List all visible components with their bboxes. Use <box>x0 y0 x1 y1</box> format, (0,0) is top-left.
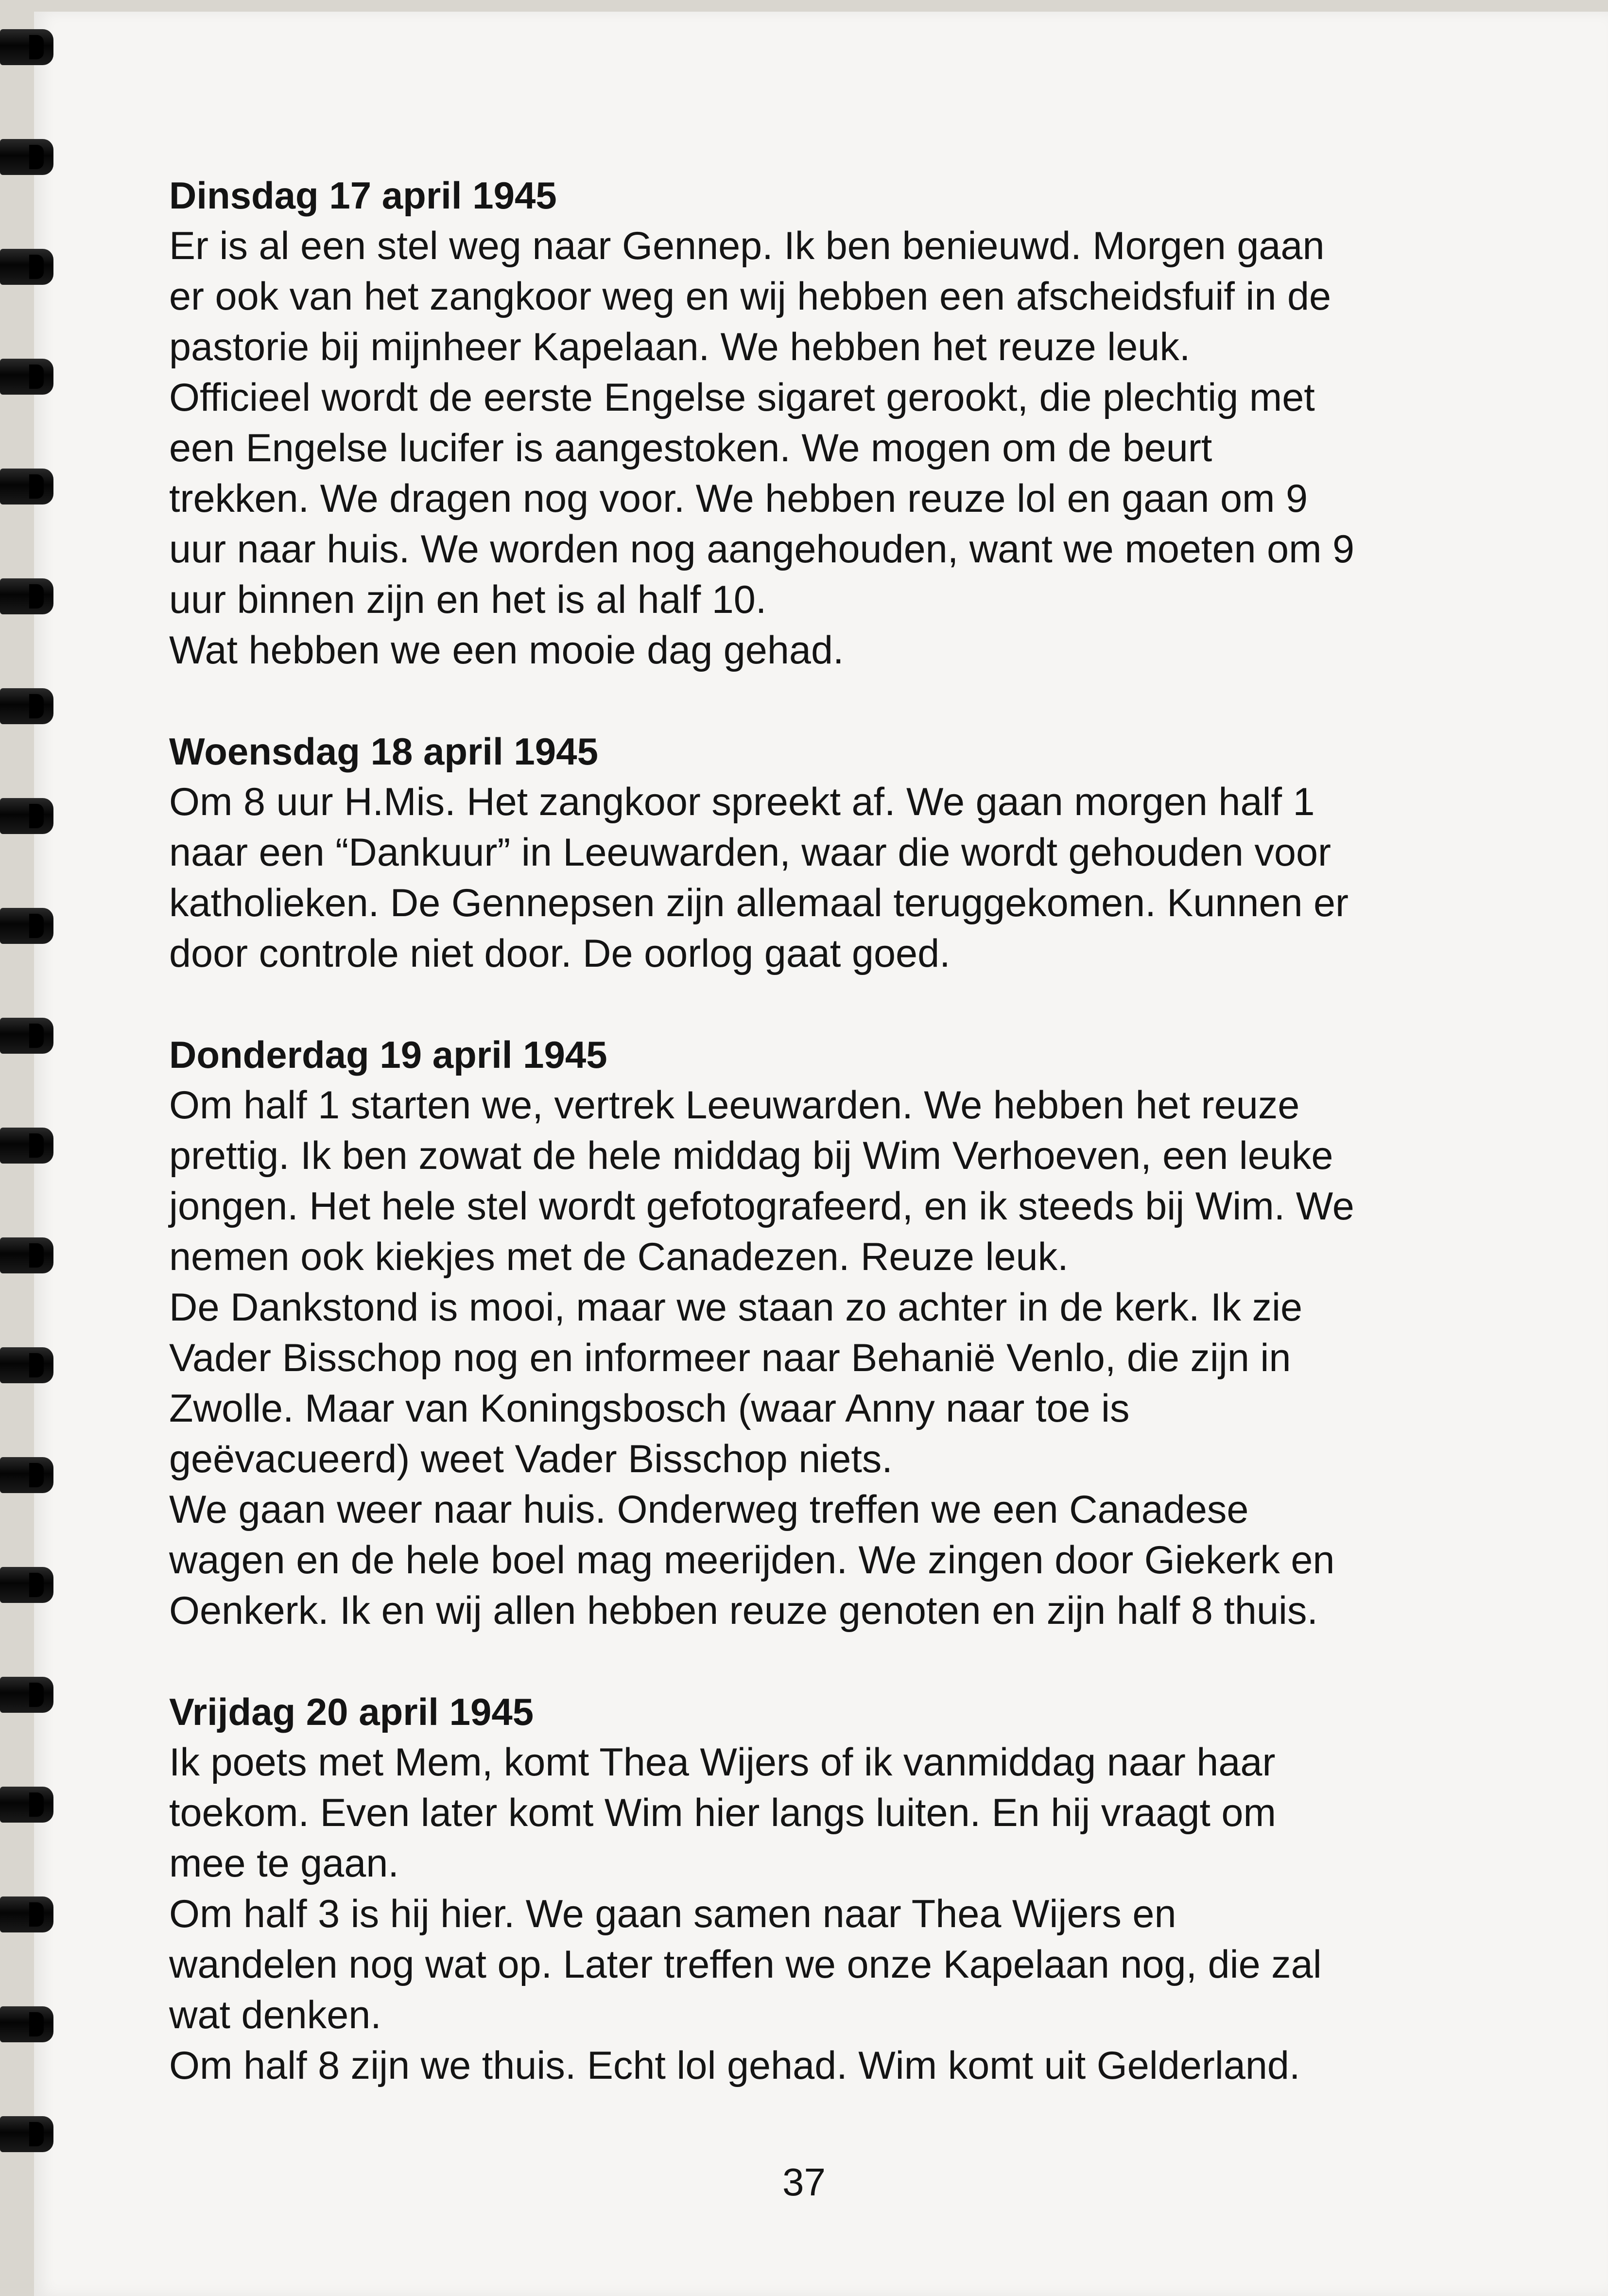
entry-text-line: geëvacueerd) weet Vader Bisschop niets. <box>169 1437 893 1481</box>
entry-text-line: Om half 8 zijn we thuis. Echt lol gehad. Wim komt uit Gelderland. <box>169 2044 1300 2087</box>
entry-text-line: Oenkerk. Ik en wij allen hebben reuze genoten en zijn half 8 thuis. <box>169 1589 1318 1633</box>
binding-ring <box>0 688 53 724</box>
entry-text-line: er ook van het zangkoor weg en wij hebben een afscheidsfuif in de <box>169 275 1331 318</box>
entry-text-line: Officieel wordt de eerste Engelse sigaret gerookt, die plechtig met <box>169 376 1315 419</box>
binding-ring <box>0 1677 53 1713</box>
binding-ring <box>0 1567 53 1603</box>
entry-text-line: door controle niet door. De oorlog gaat goed. <box>169 932 951 975</box>
binding-ring <box>0 1018 53 1054</box>
binding-ring <box>0 1347 53 1383</box>
binding-ring <box>0 139 53 175</box>
diary-text <box>169 170 1510 2141</box>
binding-ring <box>0 1128 53 1164</box>
entry-text-line: uur binnen zijn en het is al half 10. <box>169 578 767 622</box>
entry-text-line: Zwolle. Maar van Koningsbosch (waar Anny naar toe is <box>169 1387 1130 1430</box>
entry-text-line: mee te gaan. <box>169 1842 399 1885</box>
page-number: 37 <box>782 2160 826 2204</box>
entry-text-line: naar een “Dankuur” in Leeuwarden, waar die wordt gehouden voor <box>169 831 1331 874</box>
binding-ring <box>0 249 53 285</box>
binding-ring <box>0 1787 53 1823</box>
entry-text-line: een Engelse lucifer is aangestoken. We mogen om de beurt <box>169 426 1212 470</box>
binding-ring <box>0 2116 53 2152</box>
binding-ring <box>0 908 53 944</box>
binding-ring <box>0 798 53 834</box>
entry-text-line: Om 8 uur H.Mis. Het zangkoor spreekt af. We gaan morgen half 1 <box>169 780 1315 824</box>
entry-text-line: prettig. Ik ben zowat de hele middag bij Wim Verhoeven, een leuke <box>169 1134 1333 1178</box>
entry-text-line: We gaan weer naar huis. Onderweg treffen we een Canadese <box>169 1488 1249 1531</box>
entry-date-heading: Dinsdag 17 april 1945 <box>169 174 557 217</box>
entry-text-line: pastorie bij mijnheer Kapelaan. We hebben het reuze leuk. <box>169 325 1191 369</box>
entry-text-line: Om half 3 is hij hier. We gaan samen naar Thea Wijers en <box>169 1892 1176 1936</box>
binding-ring <box>0 359 53 395</box>
entry-date-heading: Woensdag 18 april 1945 <box>169 730 598 773</box>
binding-ring <box>0 469 53 504</box>
diary-entry <box>169 726 1510 979</box>
entry-text-line: Om half 1 starten we, vertrek Leeuwarden. We hebben het reuze <box>169 1083 1300 1127</box>
binding-ring <box>0 1457 53 1493</box>
entry-text-line: jongen. Het hele stel wordt gefotografeerd, en ik steeds bij Wim. We <box>169 1184 1354 1228</box>
entry-date-heading: Vrijdag 20 april 1945 <box>169 1690 534 1733</box>
entry-text-line: Wat hebben we een mooie dag gehad. <box>169 628 844 672</box>
diary-entry <box>169 170 1510 676</box>
binding-ring <box>0 578 53 614</box>
binding-ring <box>0 29 53 65</box>
entry-text-line: De Dankstond is mooi, maar we staan zo achter in de kerk. Ik zie <box>169 1286 1303 1329</box>
entry-text-line: trekken. We dragen nog voor. We hebben reuze lol en gaan om 9 <box>169 477 1308 521</box>
entry-text-line: toekom. Even later komt Wim hier langs luiten. En hij vraagt om <box>169 1791 1276 1835</box>
entry-text-line: Er is al een stel weg naar Gennep. Ik ben benieuwd. Morgen gaan <box>169 224 1325 268</box>
binding-ring <box>0 1896 53 1932</box>
entry-text-line: nemen ook kiekjes met de Canadezen. Reuze leuk. <box>169 1235 1069 1279</box>
entry-text-line: katholieken. De Gennepsen zijn allemaal teruggekomen. Kunnen er <box>169 881 1349 925</box>
entry-text-line: wat denken. <box>169 1993 381 2037</box>
entry-text-line: Ik poets met Mem, komt Thea Wijers of ik vanmiddag naar haar <box>169 1740 1276 1784</box>
binding-ring <box>0 2006 53 2042</box>
entry-text-line: wagen en de hele boel mag meerijden. We zingen door Giekerk en <box>169 1538 1335 1582</box>
entry-text-line: wandelen nog wat op. Later treffen we onze Kapelaan nog, die zal <box>169 1943 1322 1986</box>
entry-text-line: Vader Bisschop nog en informeer naar Behanië Venlo, die zijn in <box>169 1336 1291 1380</box>
binding-ring <box>0 1237 53 1273</box>
entry-date-heading: Donderdag 19 april 1945 <box>169 1033 607 1076</box>
spiral-binding <box>0 0 58 2296</box>
diary-entry <box>169 1029 1510 1636</box>
diary-entry <box>169 1687 1510 2091</box>
entry-text-line: uur naar huis. We worden nog aangehouden, want we moeten om 9 <box>169 527 1355 571</box>
